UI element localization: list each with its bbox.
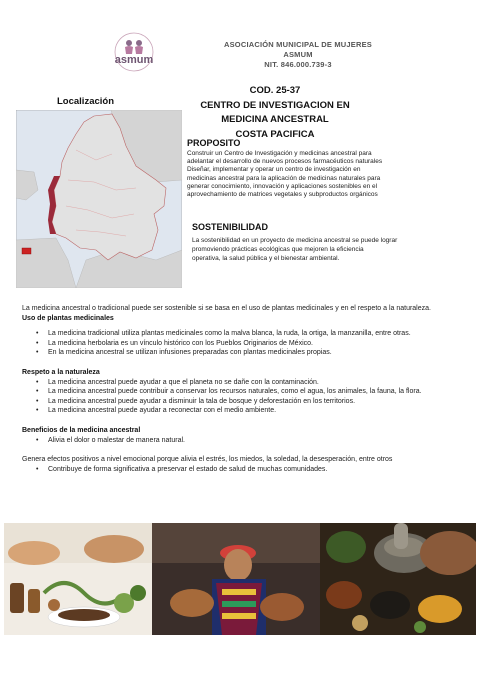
list-item: • En la medicina ancestral se utilizan infusiones preparadas con plantas medicinales propias. bbox=[38, 348, 462, 358]
assoc-name: ASOCIACIÓN MUNICIPAL DE MUJERES bbox=[223, 40, 373, 49]
respeto-heading: Respeto a la naturaleza bbox=[22, 368, 100, 376]
body-content bbox=[22, 304, 462, 474]
genera-paragraph: Genera efectos positivos a nivel emocional porque alivia el estrés, los miedos, la soledad, la desesperación, entre otros bbox=[22, 456, 393, 464]
intro-paragraph: La medicina ancestral o tradicional puede ser sostenible si se basa en el uso de plantas medicinales y en el respeto a la naturaleza. bbox=[22, 305, 431, 312]
proposito-line: Construir un Centro de Investigación y medicinas ancestral para bbox=[187, 150, 372, 157]
list-item: • La medicina tradicional utiliza plantas medicinales como la malva blanca, la ruda, la ortiga, la manzanilla, entre otras. bbox=[38, 329, 462, 339]
uso-heading: Uso de plantas medicinales bbox=[22, 314, 114, 322]
association-header bbox=[218, 40, 378, 70]
list-item: • Alivia el dolor o malestar de manera natural. bbox=[38, 436, 462, 446]
project-code: COD. 25-37 bbox=[249, 85, 301, 96]
uso-list bbox=[22, 329, 462, 358]
proposito-line: generar conocimiento, innovación y aplicaciones sostenibles en el bbox=[187, 182, 378, 190]
list-item: • La medicina ancestral puede ayudar a reconectar con el medio ambiente. bbox=[38, 406, 462, 416]
project-title-line-1: CENTRO DE INVESTIGACION EN bbox=[200, 99, 350, 111]
list-item: • La medicina ancestral puede ayudar a que el planeta no se dañe con la contaminación. bbox=[38, 378, 462, 388]
project-title-line-2: MEDICINA ANCESTRAL bbox=[221, 114, 329, 125]
list-item: • La medicina ancestral puede ayudar a disminuir la tala de bosque y deforestación en los territorios. bbox=[38, 397, 462, 407]
beneficios-heading: Beneficios de la medicina ancestral bbox=[22, 426, 141, 434]
beneficios-list bbox=[22, 436, 462, 446]
herbs-hands-photo bbox=[4, 523, 152, 635]
proposito-line: adelantar el desarrollo de nuevos procesos farmacéuticos naturales bbox=[187, 158, 383, 166]
assoc-nit: NIT. 846.000.739-3 bbox=[264, 60, 332, 69]
project-title-line-3: COSTA PACIFICA bbox=[235, 128, 315, 140]
sostenibilidad-line: operativa, la salud pública y el bienestar ambiental. bbox=[192, 255, 340, 263]
colombia-location-map bbox=[16, 110, 182, 288]
sostenibilidad-line: promoviendo prácticas ecológicas que mejoren la eficiencia bbox=[192, 246, 364, 254]
list-item: • La medicina ancestral puede contribuir a conservar los recursos naturales, como el agua, los animales, la fauna, la flora. bbox=[38, 387, 462, 397]
proposito-heading: PROPOSITO bbox=[187, 138, 241, 148]
shaman-photo bbox=[152, 523, 320, 635]
localizacion-label: Localización bbox=[57, 96, 115, 107]
logo-wordmark: asmum bbox=[114, 54, 154, 66]
genera-list bbox=[22, 465, 462, 475]
proposito-line: aprovechamiento de matrices vegetales y subproductos orgánicos bbox=[187, 191, 378, 199]
sostenibilidad-text bbox=[192, 236, 432, 264]
list-item: • La medicina herbolaria es un vínculo histórico con los Pueblos Originarios de México. bbox=[38, 339, 462, 349]
project-title bbox=[200, 84, 350, 142]
photo-strip bbox=[4, 523, 476, 635]
proposito-line: Diseñar, implementar y operar un centro de investigación en bbox=[187, 166, 361, 174]
proposito-line: medicinas ancestral para la aplicación de medicinas naturales para bbox=[187, 174, 381, 182]
list-item: • Contribuye de forma significativa a preservar el estado de salud de muchas comunidades. bbox=[38, 465, 462, 475]
sostenibilidad-heading: SOSTENIBILIDAD bbox=[192, 222, 269, 232]
sostenibilidad-line: La sostenibilidad en un proyecto de medicina ancestral se puede lograr bbox=[192, 237, 398, 244]
proposito-text bbox=[187, 150, 427, 199]
mortar-spices-photo bbox=[320, 523, 476, 635]
assoc-acronym: ASMUM bbox=[283, 50, 313, 59]
asmum-logo bbox=[104, 30, 164, 78]
respeto-list bbox=[22, 378, 462, 416]
